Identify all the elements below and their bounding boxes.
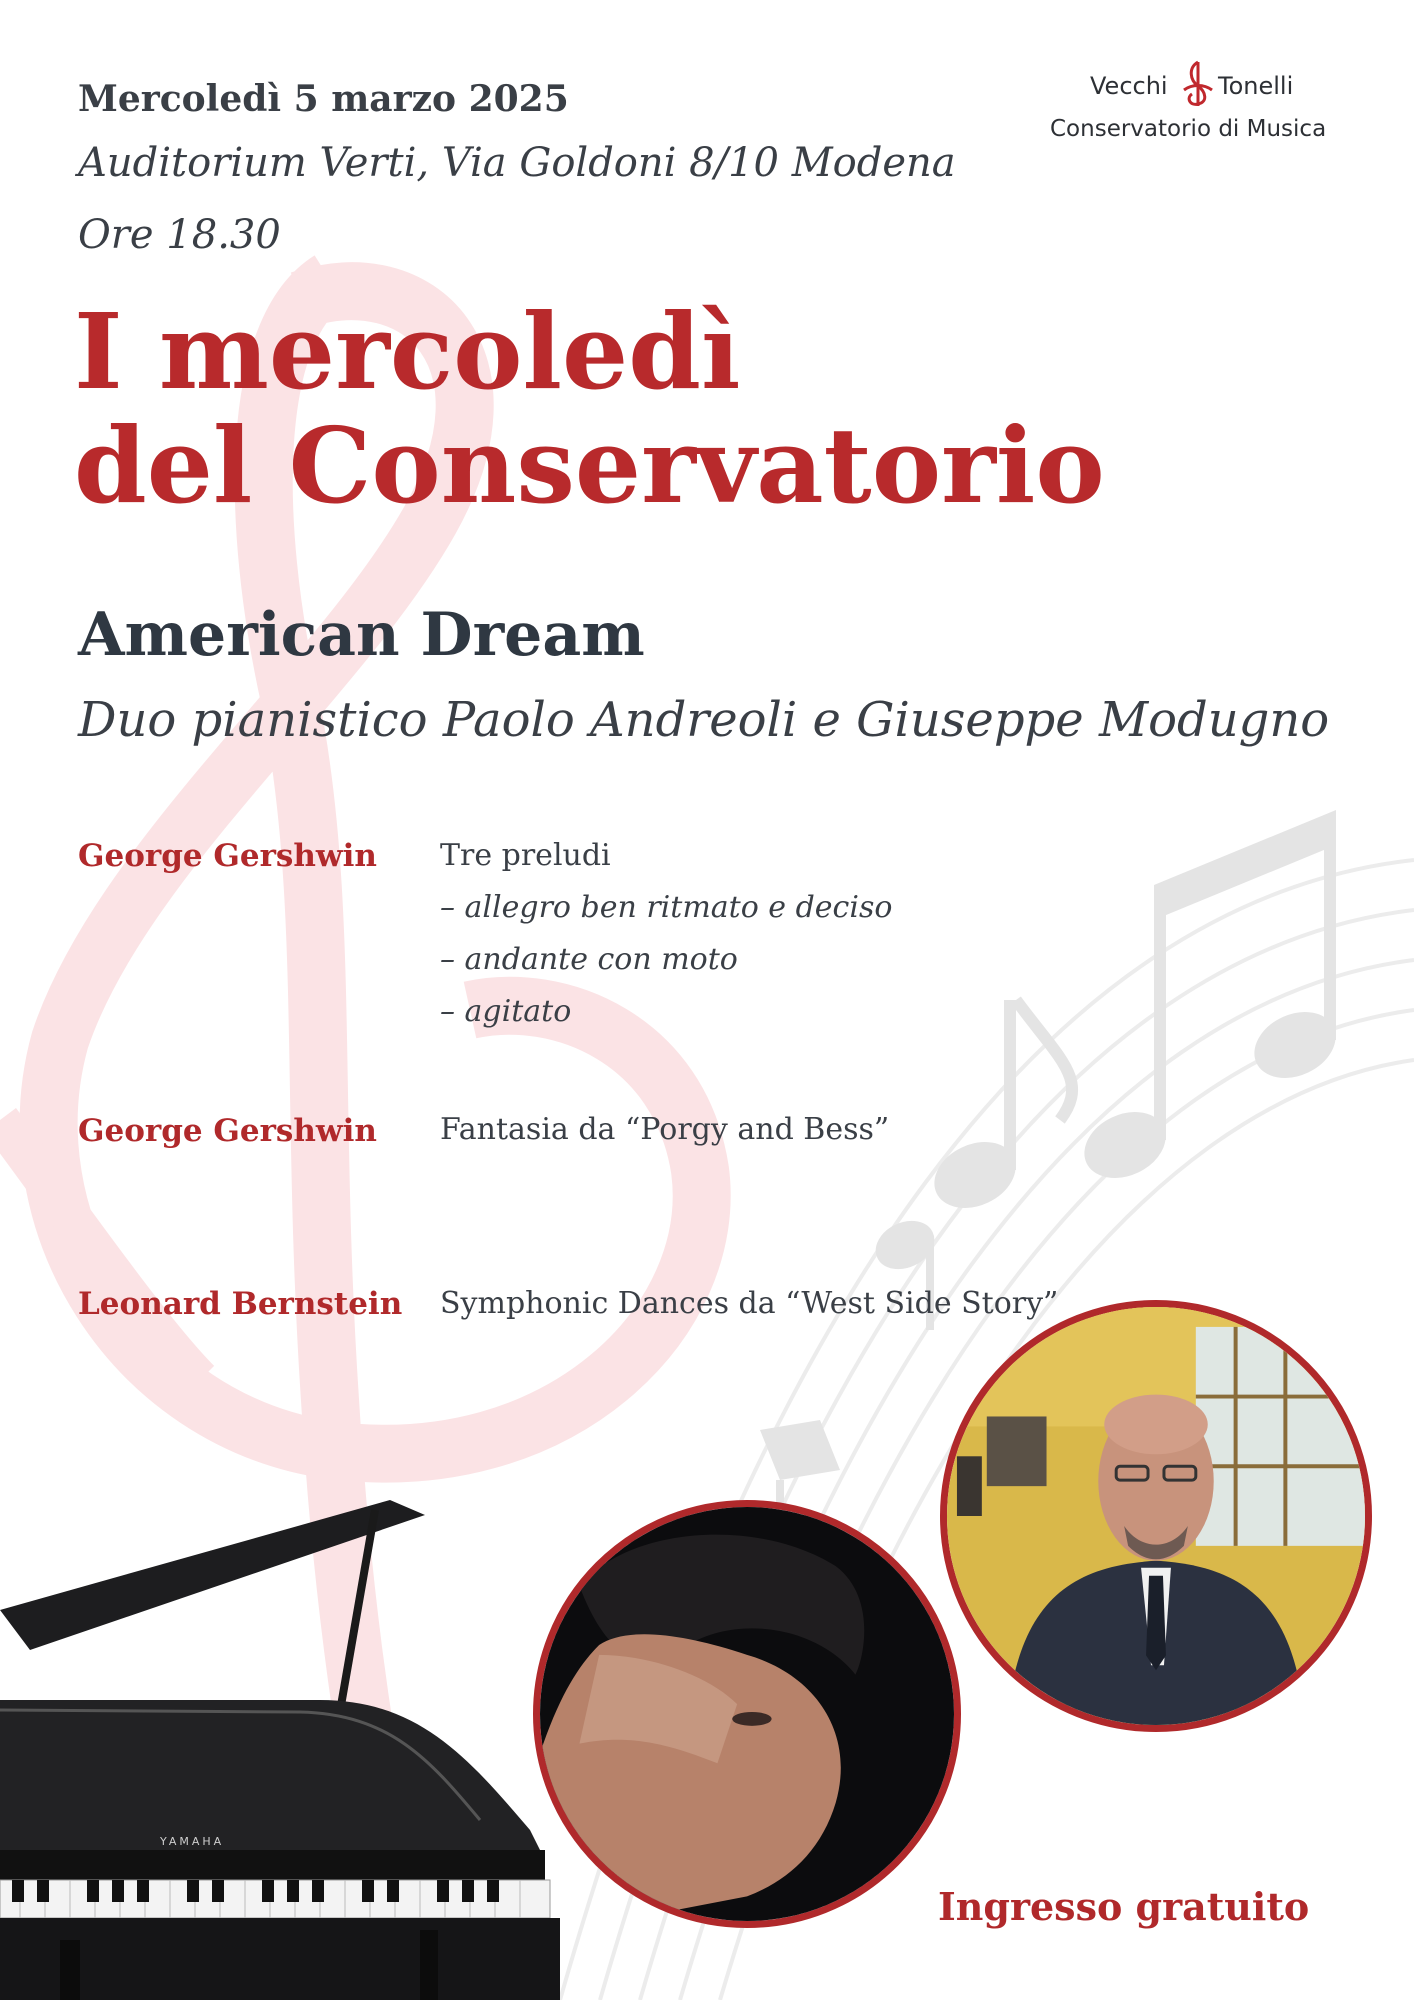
- logo-text-right: Tonelli: [1218, 72, 1294, 100]
- performer-photo-left: [533, 1500, 961, 1928]
- main-title: [74, 290, 1105, 527]
- event-venue: Auditorium Verti, Via Goldoni 8/10 Modena: [78, 140, 956, 186]
- main-title-line2: del Conservatorio: [74, 404, 1105, 527]
- program-work: Fantasia da “Porgy and Bess”: [440, 1112, 890, 1147]
- program-composer: George Gershwin: [78, 838, 377, 874]
- performer-photo-right: [940, 1300, 1372, 1732]
- program-movement: – agitato: [440, 994, 572, 1029]
- conservatorio-logo: [1040, 60, 1350, 160]
- program-work-title: Tre preludi: [440, 838, 611, 873]
- program-movement: – andante con moto: [440, 942, 738, 977]
- program-composer: George Gershwin: [78, 1113, 377, 1149]
- program-work: [440, 830, 892, 1038]
- program-composer: Leonard Bernstein: [78, 1286, 403, 1322]
- grand-piano-icon: [0, 1500, 560, 2000]
- free-entry-label: Ingresso gratuito: [938, 1884, 1310, 1929]
- logo-text-left: Vecchi: [1090, 72, 1168, 100]
- program-work: Symphonic Dances da “West Side Story”: [440, 1286, 1059, 1321]
- treble-clef-logo-icon: [1178, 60, 1218, 108]
- event-date: Mercoledì 5 marzo 2025: [78, 78, 569, 120]
- performers: Duo pianistico Paolo Andreoli e Giuseppe Modugno: [78, 692, 1330, 748]
- logo-subtitle: Conservatorio di Musica: [1050, 116, 1327, 142]
- event-time: Ore 18.30: [78, 212, 281, 258]
- program-movement: – allegro ben ritmato e deciso: [440, 890, 893, 925]
- piano-brand-label: YAMAHA: [160, 1835, 225, 1848]
- concert-subtitle: American Dream: [78, 600, 645, 670]
- main-title-line1: I mercoledì: [74, 290, 741, 413]
